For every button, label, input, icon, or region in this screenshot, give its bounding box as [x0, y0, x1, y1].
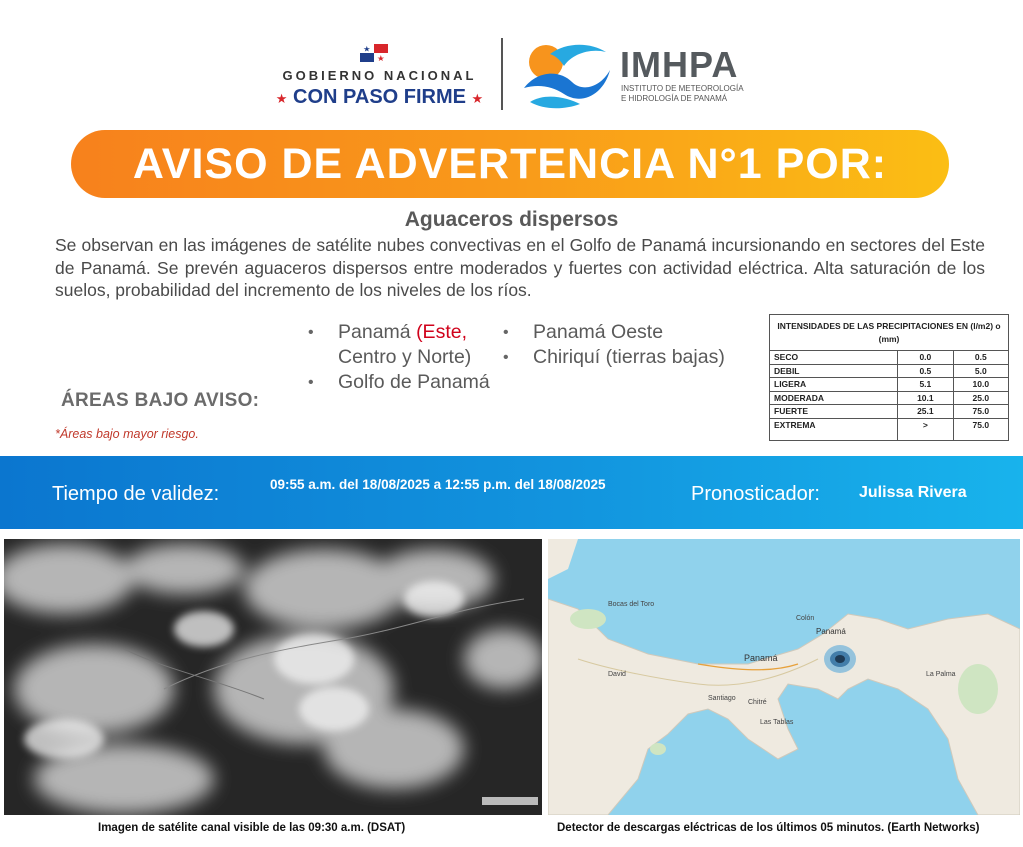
lightning-caption: Detector de descargas eléctricas de los últimos 05 minutos. (Earth Networks): [557, 822, 980, 834]
map-label-la-palma: La Palma: [926, 671, 956, 678]
panama-flag-icon: [360, 44, 388, 62]
agency-subtitle: [621, 84, 761, 104]
forecaster-label: Pronosticador:: [691, 483, 820, 505]
map-label-david: David: [608, 671, 626, 678]
agency-sub-line1: INSTITUTO DE METEOROLOGÍA: [621, 84, 744, 93]
validity-bar: [0, 456, 1023, 529]
area-list-primary: [308, 320, 508, 395]
area-list-secondary: [503, 320, 733, 370]
table-row: FUERTE 25.1 75.0: [770, 405, 1009, 419]
satellite-caption: Imagen de satélite canal visible de las 09:30 a.m. (DSAT): [98, 822, 406, 834]
satellite-clouds-graphic: [4, 539, 542, 815]
map-label-panama: Panamá: [744, 653, 778, 663]
gov-line1: GOBIERNO NACIONAL: [282, 68, 477, 83]
validity-label: Tiempo de validez:: [52, 483, 220, 505]
satellite-image: [4, 539, 542, 815]
areas-title: ÁREAS BAJO AVISO:: [61, 390, 260, 411]
lightning-map-image: [548, 539, 1020, 815]
map-label-colon: Colón: [796, 615, 815, 622]
gov-line2: [272, 86, 487, 109]
warning-title: AVISO DE ADVERTENCIA N°1 POR:: [132, 139, 888, 188]
map-label-chitre: Chitré: [748, 699, 767, 706]
area-highlight: (Este,: [416, 321, 467, 343]
table-row: EXTREMA > 75.0: [770, 418, 1009, 440]
areas-note: *Áreas bajo mayor riesgo.: [55, 427, 199, 441]
star-icon: ★: [471, 91, 484, 106]
area-item: • Chiriquí (tierras bajas): [503, 345, 733, 370]
table-row: LIGERA 5.1 10.0: [770, 378, 1009, 392]
table-caption-row: [770, 315, 1009, 351]
map-label-santiago: Santiago: [708, 695, 736, 702]
area-item: • Panamá Oeste: [503, 320, 733, 345]
government-logo: [272, 44, 487, 110]
header-divider: [501, 38, 503, 110]
agency-sub-line2: E HIDROLOGÍA DE PANAMÁ: [621, 94, 728, 103]
warning-banner: [71, 130, 949, 198]
agency-name: IMHPA: [620, 44, 739, 85]
area-item: • Golfo de Panamá: [308, 370, 508, 395]
area-item: • Panamá (Este, Centro y Norte): [308, 320, 508, 370]
gov-slogan: CON PASO FIRME: [293, 86, 466, 108]
table-row: DEBIL 0.5 5.0: [770, 364, 1009, 378]
warning-description: Se observan en las imágenes de satélite nubes convectivas en el Golfo de Panamá incursionando en sectores del Este de Panamá. Se prevén aguaceros dispersos entre moderados y fuertes con actividad eléctrica. Alta saturación de los suelos, probabilidad del incremento de los niveles de los ríos.: [55, 235, 985, 300]
table-row: MODERADA 10.1 25.0: [770, 391, 1009, 405]
table-caption: INTENSIDADES DE LAS PRECIPITACIONES EN (l/m2) o (mm): [770, 315, 1009, 351]
validity-value: 09:55 a.m. del 18/08/2025 a 12:55 p.m. del 18/08/2025: [270, 477, 606, 492]
table-row: SECO 0.0 0.5: [770, 351, 1009, 365]
map-label-panama-city: Panamá: [816, 627, 846, 636]
forecaster-name: Julissa Rivera: [859, 484, 967, 501]
map-label-bocas: Bocas del Toro: [608, 601, 655, 608]
map-label-las-tablas: Las Tablas: [760, 719, 794, 726]
phenomenon-title: Aguaceros dispersos: [404, 208, 619, 231]
imhpa-logo-icon: [520, 40, 612, 110]
star-icon: ★: [275, 91, 288, 106]
intensity-table: [769, 314, 1009, 441]
